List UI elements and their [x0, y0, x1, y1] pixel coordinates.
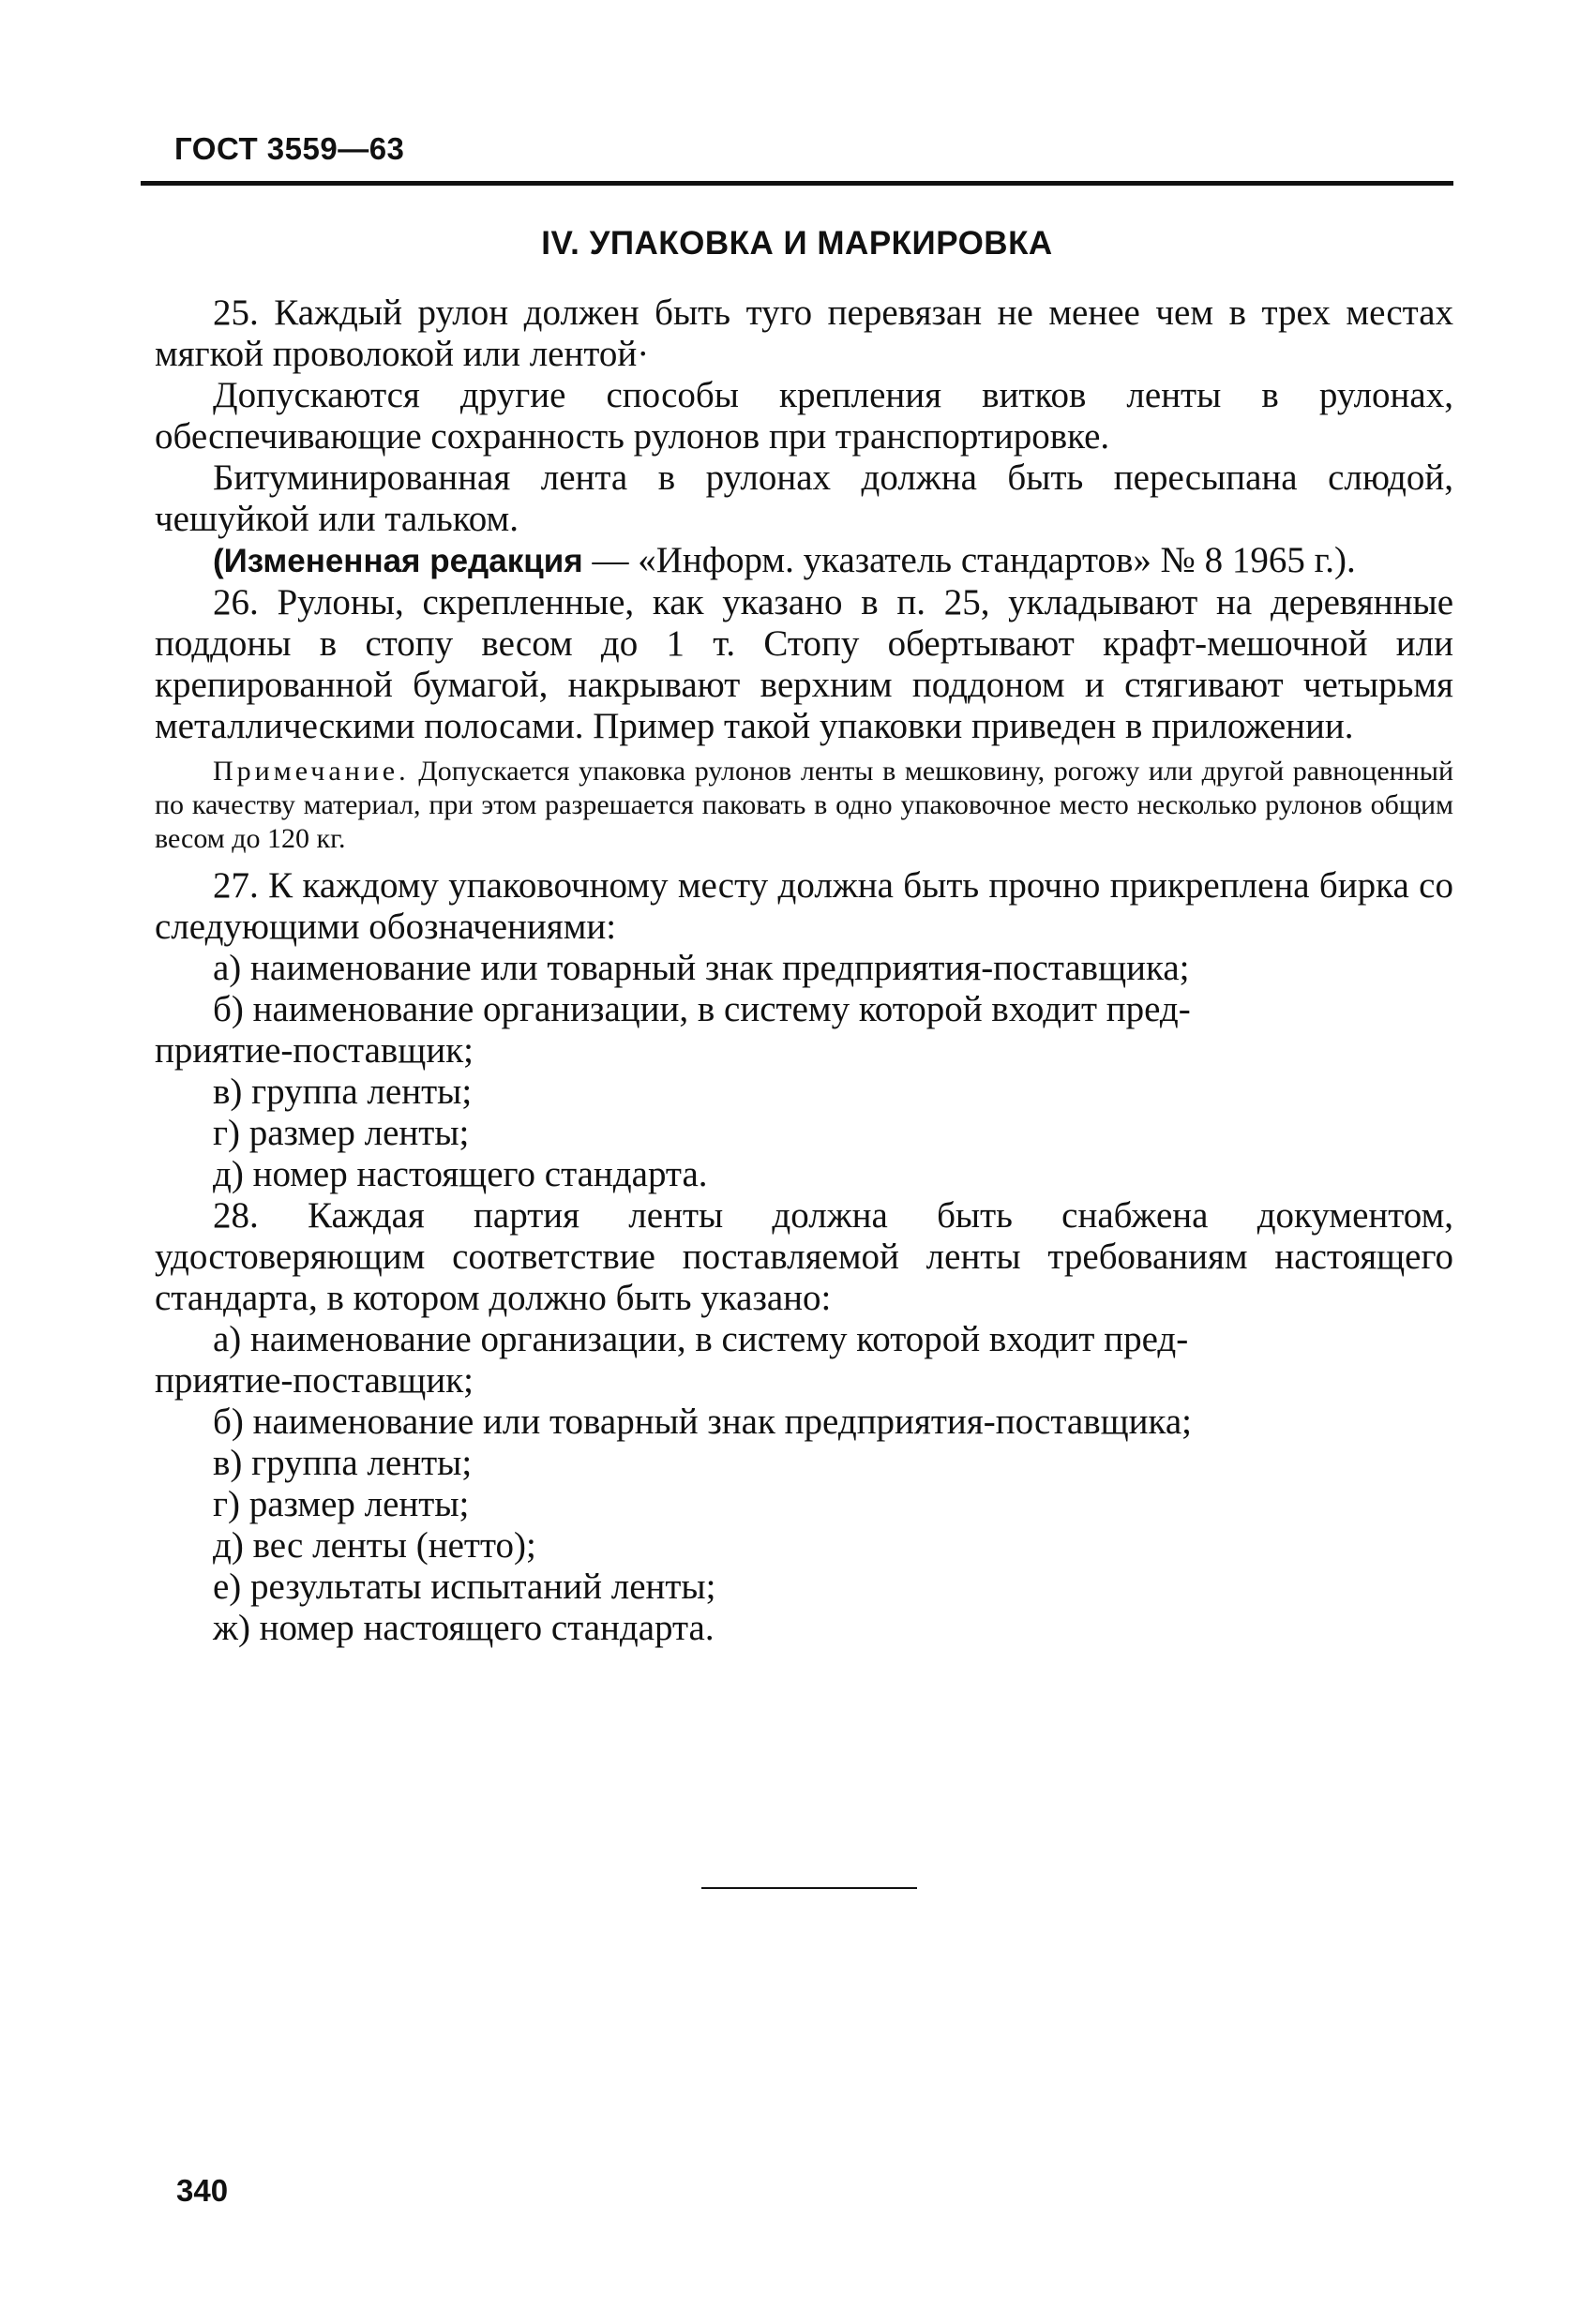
list-item: в) группа ленты; [213, 1072, 473, 1112]
note-text: Допускается упаковка рулонов ленты в мешковину, рогожу или другой равноценный по качеству материал, при этом разрешается паковать в одно упаковочное место несколько рулонов общим весом до 120 кг. [155, 756, 1453, 854]
list-item: д) вес ленты (нетто); [213, 1525, 536, 1566]
note-label: Примечание. [213, 756, 410, 787]
section-title: IV. УПАКОВКА И МАРКИРОВКА [541, 225, 1053, 262]
amendment-note [155, 540, 1453, 582]
clause-26: 26. Рулоны, скрепленные, как указано в п. 25, укладывают на деревянные поддоны в стопу весом до 1 т. Стопу обертывают крафт-мешочной или крепированной бумагой, накрывают верхним поддоном и стягивают четырьмя металлическими полосами. Пример такой упаковки приведен в приложении. [155, 582, 1453, 746]
page-number: 340 [176, 2173, 229, 2208]
amendment-label: (Измененная редакция [213, 543, 583, 579]
note [155, 755, 1453, 856]
list-item: в) группа ленты; [213, 1443, 473, 1483]
clause-28: 28. Каждая партия ленты должна быть снабжена документом, удостоверяющим соответствие поставляемой ленты требованиям настоящего стандарта, в котором должно быть указано: [155, 1195, 1453, 1318]
clause-25: 25. Каждый рулон должен быть туго перевязан не менее чем в трех местах мягкой проволокой или лентой· [155, 292, 1453, 374]
list-item: е) результаты испытаний ленты; [213, 1567, 716, 1607]
amendment-source: — «Информ. указатель стандартов» № 8 1965 г.). [582, 540, 1356, 580]
list-item: ж) номер настоящего стандарта. [213, 1608, 715, 1648]
list-item: а) наименование или товарный знак предприятия-поставщика; [213, 948, 1190, 988]
list-item: г) размер ленты; [213, 1113, 470, 1153]
end-rule [701, 1887, 917, 1889]
list-item: а) наименование организации, в систему которой входит пред- [213, 1319, 1189, 1359]
list-item: б) наименование или товарный знак предприятия-поставщика; [213, 1402, 1193, 1442]
list-item: б) наименование организации, в систему которой входит пред- [213, 989, 1191, 1029]
list-item-continuation: приятие-поставщик; [155, 1360, 474, 1401]
document-body [155, 292, 1453, 1649]
header-rule [141, 181, 1453, 186]
list-item: д) номер настоящего стандарта. [213, 1154, 708, 1194]
list-item-continuation: приятие-поставщик; [155, 1030, 474, 1071]
clause-25-para-3: Битуминированная лента в рулонах должна быть пересыпана слюдой, чешуйкой или тальком. [155, 457, 1453, 539]
list-item: г) размер ленты; [213, 1484, 470, 1524]
clause-25-para-2: Допускаются другие способы крепления витков ленты в рулонах, обеспечивающие сохранность рулонов при транспортировке. [155, 375, 1453, 457]
clause-27: 27. К каждому упаковочному месту должна быть прочно прикреплена бирка со следующими обозначениями: [155, 865, 1453, 947]
standard-code: ГОСТ 3559—63 [174, 131, 405, 166]
